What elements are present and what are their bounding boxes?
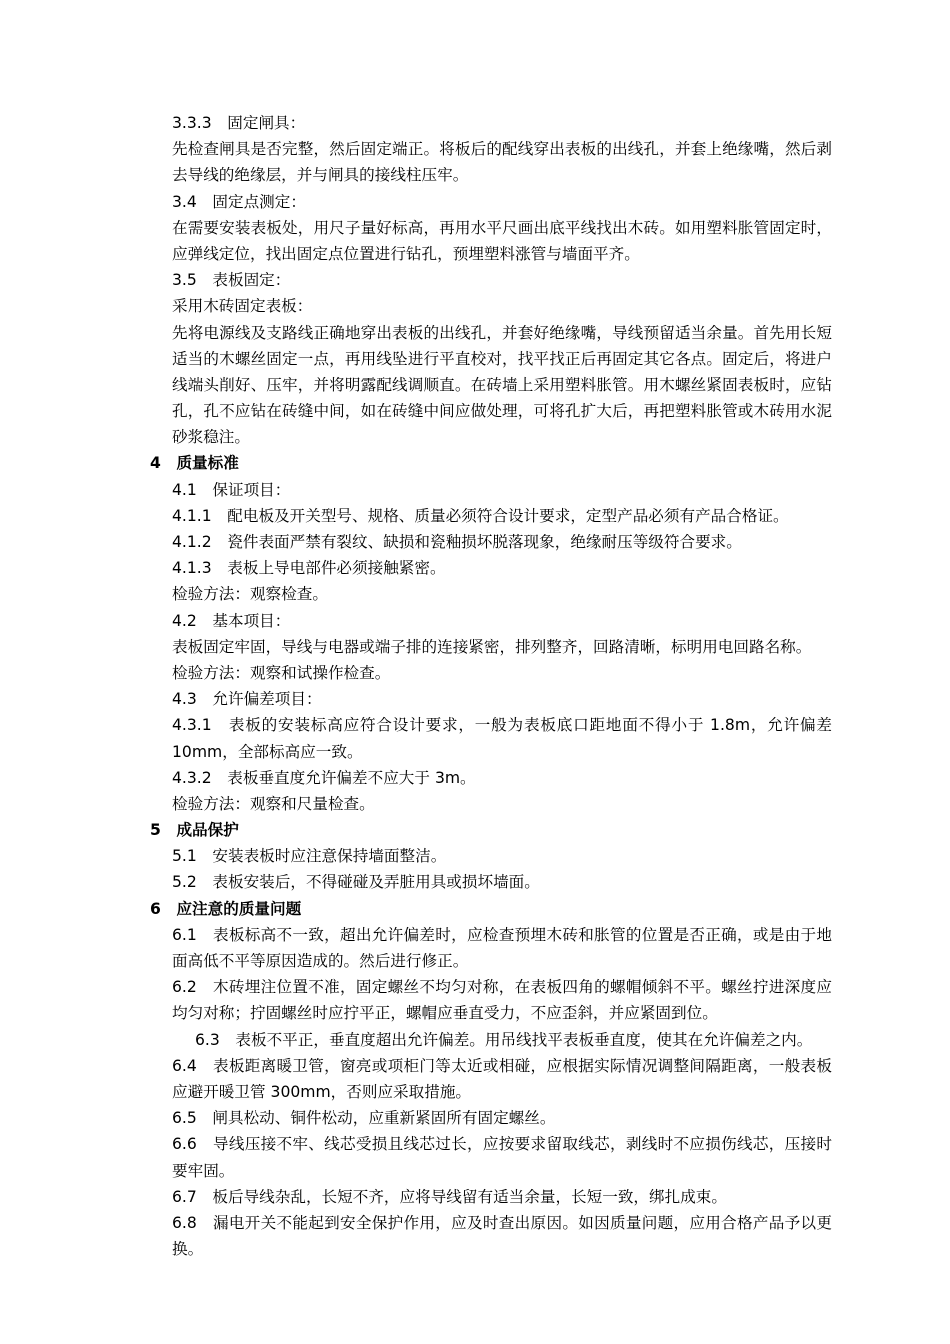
- paragraph: 3.4 固定点测定：: [172, 192, 306, 211]
- paragraph: 6.1 表板标高不一致，超出允许偏差时，应检查预埋木砖和胀管的位置是否正确，或是由于地面高低不平等原因造成的。然后进行修正。: [172, 925, 832, 970]
- paragraph: 4.3.2 表板垂直度允许偏差不应大于 3m。: [172, 768, 476, 787]
- paragraph: 6.7 板后导线杂乱，长短不齐，应将导线留有适当余量，长短一致，绑扎成束。: [172, 1187, 727, 1206]
- paragraph: 6.4 表板距离暖卫管，窗亮或项柜门等太近或相碰，应根据实际情况调整间隔距离，一般表板应避开暖卫管 300mm，否则应采取措施。: [172, 1056, 832, 1101]
- paragraph: 5.1 安装表板时应注意保持墙面整洁。: [172, 847, 447, 866]
- paragraph: 4.3 允许偏差项目：: [172, 690, 322, 709]
- paragraph: 先检查闸具是否完整，然后固定端正。将板后的配线穿出表板的出线孔，并套上绝缘嘴，然后剥去导线的绝缘层，并与闸具的接线柱压牢。: [172, 140, 832, 185]
- paragraph: 6.8 漏电开关不能起到安全保护作用，应及时查出原因。如因质量问题，应用合格产品予以更换。: [172, 1213, 832, 1259]
- paragraph: 6.5 闸具松动、铜件松动，应重新紧固所有固定螺丝。: [172, 1109, 556, 1128]
- paragraph: 6.3 表板不平正，垂直度超出允许偏差。用吊线找平表板垂直度，使其在允许偏差之内。: [195, 1030, 813, 1049]
- paragraph: 4.3.1 表板的安装标高应符合设计要求，一般为表板底口距地面不得小于 1.8m，允许偏差 10mm，全部标高应一致。: [172, 716, 832, 761]
- paragraph: 6.6 导线压接不牢、线芯受损且线芯过长，应按要求留取线芯，剥线时不应损伤线芯，压接时要牢固。: [172, 1135, 832, 1180]
- paragraph: 检验方法：观察和试操作检查。: [172, 663, 391, 682]
- paragraph: 6.2 木砖埋注位置不准，固定螺丝不均匀对称，在表板四角的螺帽倾斜不平。螺丝拧进深度应均匀对称；拧固螺丝时应拧平正，螺帽应垂直受力，不应歪斜，并应紧固到位。: [172, 978, 832, 1023]
- paragraph: 4 质量标准: [150, 454, 239, 473]
- paragraph: 先将电源线及支路线正确地穿出表板的出线孔，并套好绝缘嘴，导线预留适当余量。首先用长短适当的木螺丝固定一点，再用线坠进行平直校对，找平找正后再固定其它各点。固定后，将进户线端头削好、压牢，并将明露配线调顺直。在砖墙上采用塑料胀管。用木螺丝紧固表板时，应钻孔，孔不应钻在砖缝中间，如在砖缝中间应做处理，可将孔扩大后，再把塑料胀管或木砖用水泥砂浆稳注。: [172, 323, 832, 447]
- document-body: [150, 110, 832, 1262]
- paragraph: 检验方法：观察检查。: [172, 585, 328, 604]
- paragraph: 3.3.3 固定闸具：: [172, 114, 306, 132]
- paragraph: 4.1.3 表板上导电部件必须接触紧密。: [172, 559, 446, 578]
- paragraph: 采用木砖固定表板：: [172, 297, 313, 316]
- paragraph: 4.1.2 瓷件表面严禁有裂纹、缺损和瓷釉损坏脱落现象，绝缘耐压等级符合要求。: [172, 533, 742, 551]
- paragraph: 6 应注意的质量问题: [150, 899, 302, 918]
- paragraph: 在需要安装表板处，用尺子量好标高，再用水平尺画出底平线找出木砖。如用塑料胀管固定时，应弹线定位，找出固定点位置进行钻孔，预埋塑料涨管与墙面平齐。: [172, 218, 832, 263]
- paragraph: 3.5 表板固定：: [172, 271, 291, 290]
- paragraph: 4.1.1 配电板及开关型号、规格、质量必须符合设计要求，定型产品必须有产品合格证。: [172, 506, 789, 525]
- paragraph: 5.2 表板安装后，不得碰碰及弄脏用具或损坏墙面。: [172, 873, 540, 892]
- paragraph: 4.1 保证项目：: [172, 480, 291, 499]
- paragraph: 5 成品保护: [150, 821, 239, 840]
- paragraph: 表板固定牢固，导线与电器或端子排的连接紧密，排列整齐，回路清晰，标明用电回路名称。: [172, 637, 812, 656]
- paragraph: 4.2 基本项目：: [172, 611, 291, 630]
- paragraph: 检验方法：观察和尺量检查。: [172, 794, 375, 813]
